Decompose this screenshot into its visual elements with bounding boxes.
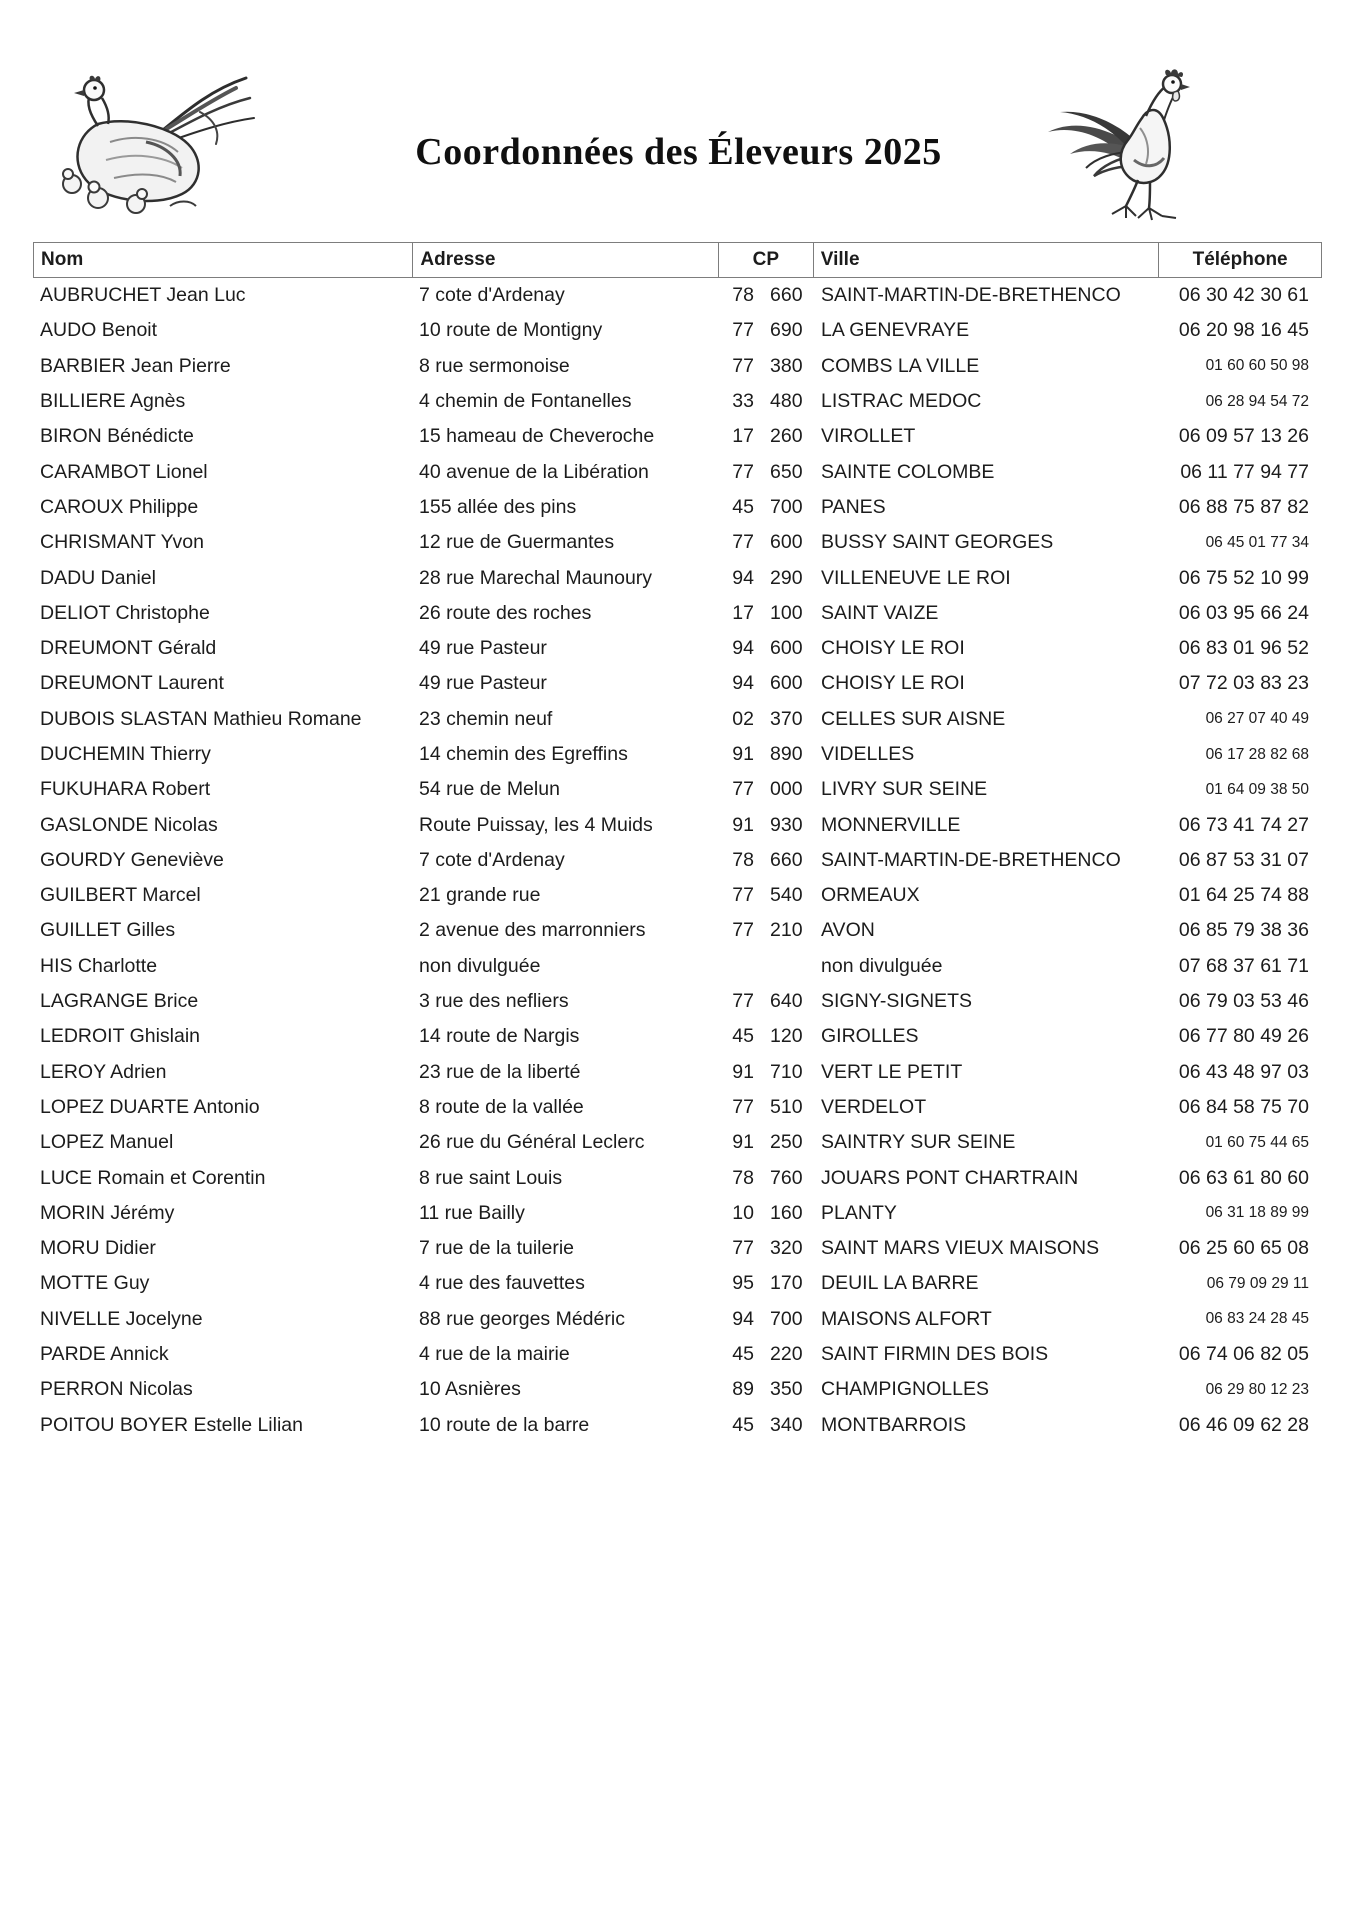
cp-department: 17 [732, 425, 754, 448]
table-row [33, 349, 1322, 384]
table-row [33, 596, 1322, 631]
cp-department: 91 [732, 1131, 754, 1154]
table-row [33, 772, 1322, 807]
cp-suffix: 660 [770, 284, 803, 307]
cell-cp [718, 1096, 813, 1119]
cell-nom: DELIOT Christophe [40, 601, 210, 624]
cp-department: 94 [732, 566, 754, 589]
cell-adresse: 8 rue sermonoise [419, 354, 570, 377]
cp-suffix: 700 [770, 1307, 803, 1330]
cell-telephone: 06 83 24 28 45 [1205, 1310, 1309, 1328]
cp-department: 77 [732, 531, 754, 554]
cp-department: 91 [732, 743, 754, 765]
cell-ville: CHOISY LE ROI [821, 637, 965, 660]
cell-ville: VIDELLES [821, 743, 915, 765]
cell-ville: BUSSY SAINT GEORGES [821, 531, 1054, 554]
cell-telephone: 06 20 98 16 45 [1178, 319, 1309, 342]
cell-ville: DEUIL LA BARRE [821, 1272, 979, 1295]
cp-suffix: 600 [770, 672, 803, 695]
cp-department: 33 [732, 390, 754, 413]
cell-telephone: 06 11 77 94 77 [1180, 460, 1309, 483]
cp-department: 77 [732, 1237, 754, 1260]
table-row [33, 313, 1322, 348]
cp-department: 45 [732, 495, 754, 518]
cell-adresse: 23 rue de la liberté [419, 1060, 581, 1083]
cell-ville: LISTRAC MEDOC [821, 390, 982, 413]
cell-telephone: 06 85 79 38 36 [1178, 919, 1309, 942]
cell-telephone: 06 88 75 87 82 [1178, 495, 1309, 518]
cell-cp [718, 1025, 813, 1048]
cell-cp [718, 1414, 813, 1437]
cell-nom: LOPEZ DUARTE Antonio [40, 1095, 260, 1118]
cell-cp [718, 884, 813, 907]
cell-telephone: 06 29 80 12 23 [1205, 1380, 1309, 1398]
cell-adresse: Route Puissay, les 4 Muids [419, 813, 653, 836]
cp-department: 78 [732, 848, 754, 871]
cp-department: 91 [732, 813, 754, 836]
cell-cp [718, 1378, 813, 1401]
cp-department: 77 [732, 354, 754, 377]
cell-nom: MORU Didier [40, 1237, 156, 1260]
cp-suffix: 160 [770, 1201, 803, 1224]
cell-telephone: 06 63 61 80 60 [1178, 1166, 1309, 1189]
table-row [33, 1408, 1322, 1443]
cell-cp [718, 919, 813, 942]
cp-department: 94 [732, 672, 754, 695]
cell-telephone: 06 73 41 74 27 [1178, 813, 1309, 836]
cell-telephone: 06 77 80 49 26 [1178, 1025, 1309, 1048]
cp-department: 77 [732, 460, 754, 483]
cell-ville: GIROLLES [821, 1025, 919, 1048]
cell-cp [718, 355, 813, 378]
cell-telephone: 06 87 53 31 07 [1178, 848, 1309, 871]
cell-cp [718, 567, 813, 590]
cell-nom: DREUMONT Laurent [40, 672, 224, 695]
cell-cp [718, 1343, 813, 1366]
cell-telephone: 06 30 42 30 61 [1178, 284, 1309, 307]
cp-suffix: 510 [770, 1095, 803, 1118]
cp-department: 45 [732, 1025, 754, 1048]
cp-department: 10 [732, 1201, 754, 1224]
table-row [33, 454, 1322, 489]
table-row [33, 1125, 1322, 1160]
cell-cp [718, 496, 813, 519]
table-row [33, 1090, 1322, 1125]
cell-telephone: 06 74 06 82 05 [1178, 1343, 1309, 1366]
cell-ville: VIROLLET [821, 425, 916, 448]
cell-adresse: 3 rue des nefliers [419, 990, 569, 1013]
table-row [33, 666, 1322, 701]
cell-telephone: 06 46 09 62 28 [1178, 1413, 1309, 1436]
cell-adresse: 26 rue du Général Leclerc [419, 1131, 645, 1154]
table-row [33, 419, 1322, 454]
cp-department: 94 [732, 637, 754, 660]
table-row [33, 737, 1322, 772]
cell-nom: PERRON Nicolas [40, 1378, 193, 1401]
cell-nom: LAGRANGE Brice [40, 990, 199, 1013]
cell-ville: JOUARS PONT CHARTRAIN [821, 1166, 1079, 1189]
table-row [33, 949, 1322, 984]
cell-telephone: 06 84 58 75 70 [1178, 1095, 1309, 1118]
table-row [33, 1231, 1322, 1266]
cell-ville: SAINT VAIZE [821, 601, 939, 624]
cell-adresse: 2 avenue des marronniers [419, 919, 646, 942]
cell-cp [718, 1308, 813, 1331]
cp-department: 02 [732, 707, 754, 730]
cell-nom: BILLIERE Agnès [40, 390, 186, 413]
cell-ville: SAINT-MARTIN-DE-BRETHENCO [821, 848, 1121, 871]
cell-telephone: 06 28 94 54 72 [1205, 392, 1309, 410]
cell-cp [718, 531, 813, 554]
cp-suffix: 120 [770, 1025, 803, 1048]
cp-suffix: 000 [770, 778, 803, 801]
cell-ville: MAISONS ALFORT [821, 1307, 992, 1330]
cell-nom: MORIN Jérémy [40, 1201, 175, 1224]
cell-nom: DREUMONT Gérald [40, 637, 217, 660]
cell-ville: VERT LE PETIT [821, 1060, 963, 1083]
table-row [33, 1196, 1322, 1231]
cell-nom: LUCE Romain et Corentin [40, 1166, 266, 1189]
cell-cp [718, 990, 813, 1013]
cp-suffix: 930 [770, 813, 803, 836]
cell-adresse: non divulguée [419, 954, 541, 977]
cell-ville: AVON [821, 919, 875, 942]
cp-suffix: 650 [770, 460, 803, 483]
cell-telephone: 06 43 48 97 03 [1178, 1060, 1309, 1083]
cell-nom: BIRON Bénédicte [40, 425, 194, 448]
cell-nom: GOURDY Geneviève [40, 848, 224, 871]
cell-cp [718, 319, 813, 342]
cell-ville: CHAMPIGNOLLES [821, 1378, 989, 1401]
breeders-table [33, 242, 1322, 1443]
cell-adresse: 10 route de la barre [419, 1413, 590, 1436]
cp-department: 78 [732, 284, 754, 307]
cell-ville: SAINT FIRMIN DES BOIS [821, 1343, 1049, 1366]
cell-ville: SAINTE COLOMBE [821, 460, 995, 483]
cell-telephone: 07 68 37 61 71 [1178, 954, 1309, 977]
cell-adresse: 28 rue Marechal Maunoury [419, 566, 653, 589]
cell-cp [718, 1131, 813, 1154]
cell-adresse: 7 rue de la tuilerie [419, 1237, 575, 1260]
cell-nom: LEDROIT Ghislain [40, 1025, 201, 1048]
cell-telephone: 01 64 25 74 88 [1178, 884, 1309, 907]
cell-cp [718, 814, 813, 837]
table-row [33, 560, 1322, 595]
table-row [33, 278, 1322, 313]
cell-ville: LIVRY SUR SEINE [821, 778, 988, 801]
cell-nom: PARDE Annick [40, 1343, 169, 1366]
column-header-adresse: Adresse [412, 243, 718, 277]
cell-adresse: 4 chemin de Fontanelles [419, 390, 632, 413]
cell-adresse: 49 rue Pasteur [419, 637, 547, 660]
cell-telephone: 06 09 57 13 26 [1178, 425, 1309, 448]
cell-adresse: 7 cote d'Ardenay [419, 848, 565, 871]
cell-telephone: 06 27 07 40 49 [1205, 710, 1309, 728]
cell-telephone: 06 79 03 53 46 [1178, 990, 1309, 1013]
cell-nom: DUCHEMIN Thierry [40, 743, 211, 765]
cell-ville: LA GENEVRAYE [821, 319, 970, 342]
cp-department: 45 [732, 1343, 754, 1366]
cell-cp [718, 1272, 813, 1295]
cell-nom: GUILLET Gilles [40, 919, 176, 942]
table-row [33, 913, 1322, 948]
cell-ville: MONTBARROIS [821, 1413, 967, 1436]
cell-nom: FUKUHARA Robert [40, 778, 211, 801]
cell-adresse: 14 route de Nargis [419, 1025, 580, 1048]
cell-cp [718, 708, 813, 731]
cell-cp [718, 672, 813, 695]
cp-department: 77 [732, 884, 754, 907]
cp-department: 77 [732, 319, 754, 342]
cp-department: 94 [732, 1307, 754, 1330]
cp-suffix: 370 [770, 707, 803, 730]
cell-nom: GASLONDE Nicolas [40, 813, 218, 836]
column-header-ville: Ville [813, 243, 1158, 277]
cell-ville: SAINT MARS VIEUX MAISONS [821, 1237, 1100, 1260]
cell-cp [718, 637, 813, 660]
cell-ville: ORMEAUX [821, 884, 920, 907]
page-title: Coordonnées des Éleveurs 2025 [415, 131, 942, 173]
cp-suffix: 700 [770, 495, 803, 518]
cell-adresse: 12 rue de Guermantes [419, 531, 615, 554]
cell-telephone: 07 72 03 83 23 [1178, 672, 1309, 695]
column-header-nom: Nom [41, 249, 84, 270]
cell-telephone: 06 79 09 29 11 [1206, 1274, 1309, 1292]
cell-ville: PANES [821, 495, 886, 518]
cp-department: 77 [732, 990, 754, 1013]
cell-telephone: 06 03 95 66 24 [1178, 601, 1309, 624]
cp-suffix: 480 [770, 390, 803, 413]
cell-cp [718, 849, 813, 872]
cell-cp [718, 602, 813, 625]
cell-adresse: 11 rue Bailly [419, 1201, 525, 1224]
table-row [33, 384, 1322, 419]
table-row [33, 1372, 1322, 1407]
cp-suffix: 220 [770, 1343, 803, 1366]
cell-nom: POITOU BOYER Estelle Lilian [40, 1413, 303, 1436]
cell-telephone: 01 64 09 38 50 [1205, 780, 1309, 798]
cell-adresse: 10 Asnières [419, 1378, 521, 1401]
cell-ville: SIGNY-SIGNETS [821, 990, 972, 1013]
cell-nom: LEROY Adrien [40, 1060, 167, 1083]
cell-adresse: 155 allée des pins [419, 495, 577, 518]
table-row [33, 843, 1322, 878]
cell-adresse: 54 rue de Melun [419, 778, 560, 801]
table-row [33, 525, 1322, 560]
table-row [33, 878, 1322, 913]
cell-cp [718, 1061, 813, 1084]
cp-department: 89 [732, 1378, 754, 1401]
cell-adresse: 4 rue de la mairie [419, 1343, 570, 1366]
cell-nom: MOTTE Guy [40, 1272, 150, 1295]
cell-cp [718, 1167, 813, 1190]
cell-nom: DADU Daniel [40, 566, 156, 589]
cp-department: 78 [732, 1166, 754, 1189]
cell-nom: NIVELLE Jocelyne [40, 1307, 203, 1330]
cell-adresse: 8 rue saint Louis [419, 1166, 563, 1189]
cell-ville: VERDELOT [821, 1095, 927, 1118]
cell-nom: CAROUX Philippe [40, 495, 199, 518]
cp-department: 45 [732, 1413, 754, 1436]
cell-nom: CARAMBOT Lionel [40, 460, 208, 483]
cp-department: 77 [732, 1095, 754, 1118]
cell-ville: VILLENEUVE LE ROI [821, 566, 1011, 589]
cp-suffix: 320 [770, 1237, 803, 1260]
cell-adresse: 26 route des roches [419, 601, 592, 624]
table-row [33, 807, 1322, 842]
column-header-telephone: Téléphone [1158, 243, 1321, 277]
cp-department: 77 [732, 778, 754, 801]
cp-suffix: 340 [770, 1413, 803, 1436]
table-row [33, 702, 1322, 737]
cell-adresse: 88 rue georges Médéric [419, 1307, 625, 1330]
column-header-cp: CP [718, 243, 813, 277]
cell-telephone: 06 75 52 10 99 [1178, 566, 1309, 589]
table-row [33, 490, 1322, 525]
cell-nom: LOPEZ Manuel [40, 1131, 174, 1154]
cp-department: 91 [732, 1060, 754, 1083]
cell-telephone: 06 31 18 89 99 [1205, 1204, 1309, 1222]
cell-telephone: 01 60 75 44 65 [1205, 1133, 1309, 1151]
cell-telephone: 06 83 01 96 52 [1178, 637, 1309, 660]
cell-cp [718, 1202, 813, 1225]
cp-suffix: 380 [770, 354, 803, 377]
cp-suffix: 660 [770, 848, 803, 871]
cp-department: 17 [732, 601, 754, 624]
cell-adresse: 40 avenue de la Libération [419, 460, 649, 483]
cell-adresse: 8 route de la vallée [419, 1095, 584, 1118]
cell-nom: AUDO Benoit [40, 319, 158, 342]
table-row [33, 1055, 1322, 1090]
cp-suffix: 760 [770, 1166, 803, 1189]
cp-suffix: 890 [770, 743, 803, 765]
cell-cp [718, 778, 813, 801]
table-row [33, 1266, 1322, 1301]
cell-ville: non divulguée [821, 954, 943, 977]
cell-nom: DUBOIS SLASTAN Mathieu Romane [40, 707, 362, 730]
cell-nom: GUILBERT Marcel [40, 884, 201, 907]
cell-adresse: 7 cote d'Ardenay [419, 284, 565, 307]
cell-adresse: 10 route de Montigny [419, 319, 603, 342]
table-row [33, 631, 1322, 666]
cell-adresse: 15 hameau de Cheveroche [419, 425, 655, 448]
cp-suffix: 640 [770, 990, 803, 1013]
cell-cp [718, 390, 813, 413]
cell-telephone: 06 17 28 82 68 [1205, 745, 1309, 763]
cell-ville: MONNERVILLE [821, 813, 961, 836]
cell-telephone: 06 45 01 77 34 [1205, 533, 1309, 551]
cp-suffix: 170 [770, 1272, 803, 1295]
cp-suffix: 710 [770, 1060, 803, 1083]
cp-department: 77 [732, 919, 754, 942]
cell-nom: BARBIER Jean Pierre [40, 354, 231, 377]
cell-adresse: 4 rue des fauvettes [419, 1272, 585, 1295]
cell-telephone: 06 25 60 65 08 [1178, 1237, 1309, 1260]
cp-suffix: 540 [770, 884, 803, 907]
cell-ville: COMBS LA VILLE [821, 354, 980, 377]
cell-nom: AUBRUCHET Jean Luc [40, 284, 246, 307]
table-row [33, 984, 1322, 1019]
cp-suffix: 290 [770, 566, 803, 589]
cell-adresse: 14 chemin des Egreffins [419, 743, 628, 765]
cell-nom: CHRISMANT Yvon [40, 531, 204, 554]
table-row [33, 1337, 1322, 1372]
cell-nom: HIS Charlotte [40, 954, 158, 977]
table-row [33, 1019, 1322, 1054]
cell-cp [718, 461, 813, 484]
cell-adresse: 21 grande rue [419, 884, 541, 907]
cell-adresse: 49 rue Pasteur [419, 672, 547, 695]
cp-suffix: 690 [770, 319, 803, 342]
table-header-row [33, 242, 1322, 278]
cell-telephone: 01 60 60 50 98 [1205, 357, 1309, 375]
cell-adresse: 23 chemin neuf [419, 707, 553, 730]
cell-ville: CHOISY LE ROI [821, 672, 965, 695]
cell-cp [718, 743, 813, 766]
cp-department: 95 [732, 1272, 754, 1295]
cell-cp [718, 1237, 813, 1260]
cp-suffix: 210 [770, 919, 803, 942]
cell-ville: SAINTRY SUR SEINE [821, 1131, 1016, 1154]
cp-suffix: 350 [770, 1378, 803, 1401]
cell-cp [718, 284, 813, 307]
cp-suffix: 260 [770, 425, 803, 448]
table-row [33, 1302, 1322, 1337]
table-body [33, 278, 1322, 1443]
cp-suffix: 250 [770, 1131, 803, 1154]
cp-suffix: 600 [770, 531, 803, 554]
cp-suffix: 600 [770, 637, 803, 660]
cell-cp [718, 425, 813, 448]
cp-suffix: 100 [770, 601, 803, 624]
cell-ville: PLANTY [821, 1201, 897, 1224]
cell-ville: SAINT-MARTIN-DE-BRETHENCO [821, 284, 1121, 307]
table-row [33, 1160, 1322, 1195]
cell-ville: CELLES SUR AISNE [821, 707, 1006, 730]
